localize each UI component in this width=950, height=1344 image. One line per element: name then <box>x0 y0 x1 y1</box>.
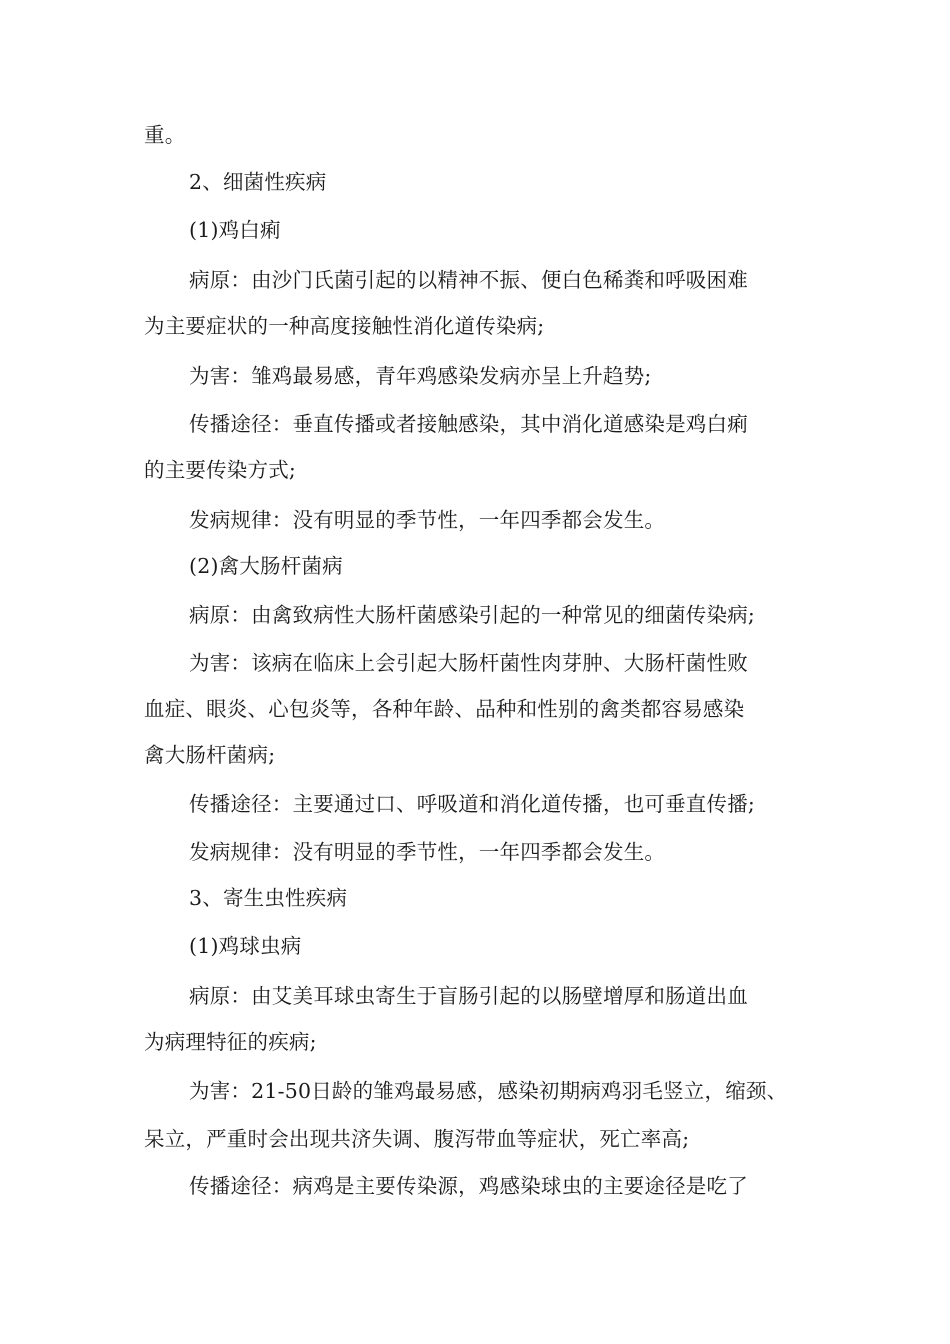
section-heading: 3、寄生虫性疾病 <box>189 886 348 910</box>
text-line: 为病理特征的疾病; <box>144 1030 317 1054</box>
text-line: 发病规律：没有明显的季节性，一年四季都会发生。 <box>189 840 666 864</box>
text-line: 病原：由禽致病性大肠杆菌感染引起的一种常见的细菌传染病; <box>189 603 756 627</box>
text-line: 发病规律：没有明显的季节性，一年四季都会发生。 <box>189 508 666 532</box>
text-line: 禽大肠杆菌病; <box>144 743 276 767</box>
text-line: 为害：21-50日龄的雏鸡最易感，感染初期病鸡羽毛竖立，缩颈、 <box>189 1079 788 1103</box>
text-line: 呆立，严重时会出现共济失调、腹泻带血等症状，死亡率高; <box>144 1127 690 1151</box>
text-line: 为害：该病在临床上会引起大肠杆菌性肉芽肿、大肠杆菌性败 <box>189 651 748 675</box>
section-heading: 2、细菌性疾病 <box>189 170 327 194</box>
text-line: 为主要症状的一种高度接触性消化道传染病; <box>144 314 545 338</box>
subsection-heading: (2)禽大肠杆菌病 <box>189 554 343 578</box>
text-line: 重。 <box>144 123 186 147</box>
subsection-heading: (1)鸡球虫病 <box>189 934 302 958</box>
text-line: 病原：由沙门氏菌引起的以精神不振、便白色稀粪和呼吸困难 <box>189 268 748 292</box>
text-line: 传播途径：病鸡是主要传染源，鸡感染球虫的主要途径是吃了 <box>189 1174 748 1198</box>
text-line: 的主要传染方式; <box>144 458 297 482</box>
text-line: 传播途径：主要通过口、呼吸道和消化道传播，也可垂直传播; <box>189 792 756 816</box>
text-line: 血症、眼炎、心包炎等，各种年龄、品种和性别的禽类都容易感染 <box>144 697 745 721</box>
subsection-heading: (1)鸡白痢 <box>189 218 281 242</box>
text-line: 病原：由艾美耳球虫寄生于盲肠引起的以肠壁增厚和肠道出血 <box>189 984 748 1008</box>
text-line: 为害：雏鸡最易感，青年鸡感染发病亦呈上升趋势; <box>189 364 652 388</box>
text-line: 传播途径：垂直传播或者接触感染，其中消化道感染是鸡白痢 <box>189 412 748 436</box>
